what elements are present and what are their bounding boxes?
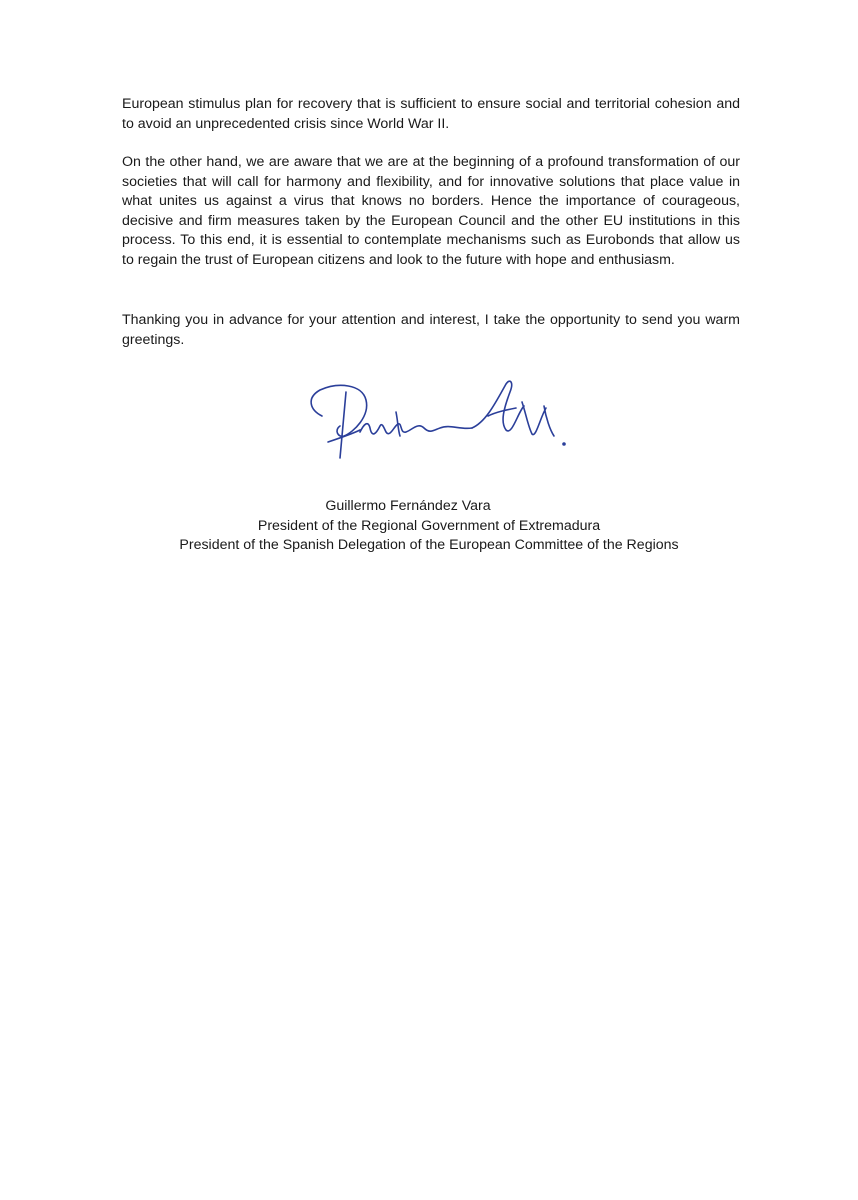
handwritten-signature xyxy=(300,372,590,472)
signatory-name: Guillermo Fernández Vara xyxy=(325,498,491,514)
signatory-title-2: President of the Spanish Delegation of the European Committee of the Regions xyxy=(179,537,679,553)
closing-paragraph: Thanking you in advance for your attention and interest, I take the opportunity to send you warm greetings. xyxy=(122,312,740,348)
signature-block xyxy=(0,497,858,556)
signatory-title-1: President of the Regional Government of Extremadura xyxy=(257,517,601,534)
body-paragraph-2: On the other hand, we are aware that we are at the beginning of a profound transformation of our societies that will call for harmony and flexibility, and for innovative solutions that place value in what unites us against a virus that knows no borders. Hence the importance of courageous, decisive and firm measures taken by the European Council and the other EU institutions in this process. To this end, it is essential to contemplate mechanisms such as Eurobonds that allow us to regain the trust of European citizens and look to the future with hope and enthusiasm. xyxy=(122,154,740,268)
body-paragraph-1: European stimulus plan for recovery that is sufficient to ensure social and territorial cohesion and to avoid an unprecedented crisis since World War II. xyxy=(122,96,740,132)
